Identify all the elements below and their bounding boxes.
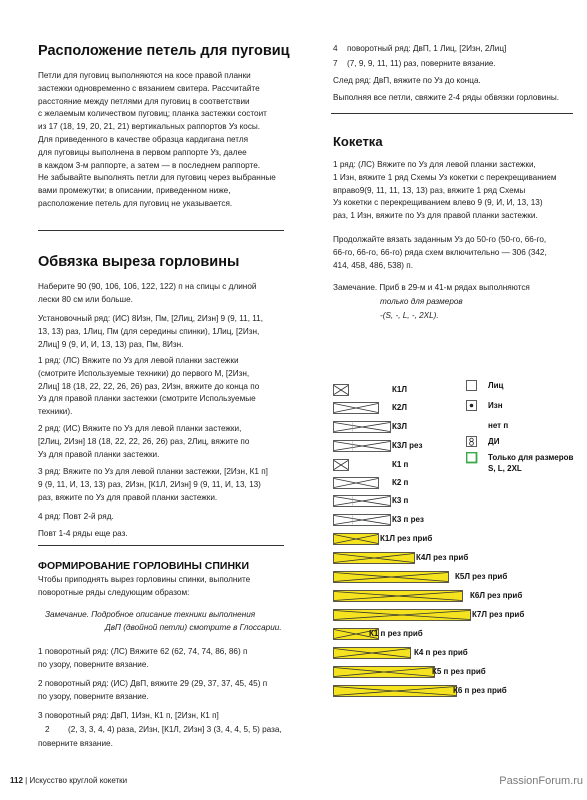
legend-label: К2Л <box>392 403 407 412</box>
neckband-setup-row <box>38 313 263 351</box>
text-line: лески 80 см или больше. <box>38 294 133 304</box>
text-line: Для приведенного в качестве образца кардигана петля <box>38 134 249 144</box>
yellow-cable-icon <box>333 685 457 697</box>
legend-label: К3 п <box>392 496 409 505</box>
green-square-icon <box>466 452 478 464</box>
text-line: 1 ряд: (ЛС) Вяжите по Уз для левой планки застежки, <box>333 160 536 169</box>
neckband-row-3 <box>38 466 268 504</box>
text-line: 2Лиц] 9 (9, И, И, 13, 13) раз, Пм, 8Изн. <box>38 339 184 349</box>
text-line: для пуговицы выполнена в первом раппорте Уз, далее <box>38 147 247 157</box>
yellow-cable-icon <box>333 571 449 583</box>
legend-label: К6Л рез приб <box>470 591 523 600</box>
yoke-continue <box>333 234 547 272</box>
short-row-4-repeat: (7, 9, 9, 11, 11) раз, поверните вязание. <box>347 59 496 68</box>
short-row-3: 3 поворотный ряд: ДвП, 1Изн, К1 п, [2Изн, К1 п] <box>38 711 219 720</box>
book-title: Искусство круглой кокетки <box>29 776 128 785</box>
text-line: техники). <box>38 407 73 417</box>
text-line: вправо9(9, 11, 11, 13, 13) раз, вяжите 1 ряд Схемы <box>333 185 526 195</box>
yellow-cable-icon <box>333 552 415 564</box>
text-line: Не забывайте выполнять петли для пуговиц через выбранные <box>38 173 276 183</box>
eight-square-icon <box>466 436 478 448</box>
text-line: 2 поворотный ряд: (ИС) ДвП, вяжите 29 (29, 37, 37, 45, 45) п <box>38 679 268 688</box>
text-line: 1 ряд: (ЛС) Вяжите по Уз для левой планки застежки <box>38 356 239 365</box>
yellow-cable-icon <box>333 609 471 621</box>
text-line: Уз для правой планки застежки (смотрите Используемые <box>38 394 256 404</box>
yellow-cable-icon <box>333 647 411 659</box>
legend-label: Лиц <box>488 381 504 390</box>
text-line: Продолжайте вязать заданным Уз до 50-го (50-го, 66-го, <box>333 235 547 244</box>
yoke-row-1 <box>333 159 556 223</box>
text-line: 9 (9, 11, И, 13, 13) раз, 2Изн, [К1Л, 2Изн] 9 (9, 11, И, 13, 13) <box>38 479 261 489</box>
text-line: в каждом 3-м раппорте, а затем — в последнем раппорте. <box>38 160 261 170</box>
text-line: Наберите 90 (90, 106, 106, 122, 122) п на спицы с длиной <box>38 282 257 291</box>
yoke-note-2: только для размеров <box>380 297 463 306</box>
finish-neckband: Выполняя все петли, свяжите 2-4 ряды обвязки горловины. <box>333 93 559 102</box>
text-line: Замечание. Подробное описание техники выполнения <box>45 610 256 619</box>
cable-2-icon <box>333 477 379 489</box>
short-row-3-end: поверните вязание. <box>38 739 113 748</box>
legend-label: К3Л <box>392 422 407 431</box>
text-line: (смотрите Используемые техники) до первого М, [2Изн, <box>38 368 250 378</box>
text-line: Петли для пуговиц выполняются на косе правой планки <box>38 71 251 80</box>
legend-label: К2 п <box>392 478 409 487</box>
section-title-buttonholes: Расположение петель для пуговиц <box>38 43 290 59</box>
legend-label: К5 п рез приб <box>432 667 486 676</box>
text-line: с желаемым количеством пуговиц; планка застежки состоит <box>38 109 267 119</box>
cable-3-rev-icon <box>333 440 391 452</box>
legend-label: К1 п рез приб <box>369 629 423 638</box>
text-line: 414, 458, 486, 538) п. <box>333 260 414 270</box>
short-row-4: поворотный ряд: ДвП, 1 Лиц, [2Изн, 2Лиц] <box>347 44 507 53</box>
yellow-cable-icon <box>333 666 435 678</box>
text-line: [2Лиц, 2Изн] 18 (18, 22, 22, 26, 26) раз, 2Лиц, вяжите по <box>38 436 250 446</box>
legend-label: К1Л рез приб <box>380 534 433 543</box>
buttonholes-text <box>38 70 276 211</box>
cross-box-icon <box>333 459 349 471</box>
text-line: по узору, поверните вязание. <box>38 659 149 669</box>
text-line: раз, 1 Изн, вяжите по Уз для правой планки застежки. <box>333 211 538 221</box>
neckband-row-1 <box>38 355 259 419</box>
legend-label: К4Л рез приб <box>416 553 469 562</box>
text-line: 3 ряд: Вяжите по Уз для левой планки застежки, [2Изн, К1 п] <box>38 467 268 476</box>
text-line: 2Лиц] 18 (18, 22, 22, 26, 26) раз, 2Изн, вяжите до конца по <box>38 381 260 391</box>
legend-label: К3Л рез <box>392 441 423 450</box>
text-line: 66-го, 66-го, 66-го) ряда схем включительно — 306 (342, <box>333 247 547 257</box>
page-footer <box>10 776 127 785</box>
text-line: 1 поворотный ряд: (ЛС) Вяжите 62 (62, 74, 74, 86, 86) п <box>38 647 248 656</box>
short-row-4-repeat-num: 7 <box>333 59 338 68</box>
neckband-row-2 <box>38 423 249 461</box>
neckband-repeat: Повт 1-4 ряды еще раз. <box>38 529 128 538</box>
legend-label: К4 п рез приб <box>414 648 468 657</box>
cable-2-icon <box>333 402 379 414</box>
legend-label: Только для размеров <box>488 453 574 462</box>
short-row-1 <box>38 646 247 672</box>
section-title-neckband: Обвязка выреза горловины <box>38 254 240 270</box>
short-row-2 <box>38 678 267 704</box>
yellow-cable-icon <box>333 590 463 602</box>
empty-square-icon <box>466 380 478 392</box>
text-line: 2 ряд: (ИС) Вяжите по Уз для левой планки застежки, <box>38 424 242 433</box>
text-line: 13, 13) раз, 1Лиц, Пм (для середины спинки), 1Лиц, [2Изн, <box>38 326 260 336</box>
text-line: вами промежутки; в описании, приведенном ниже, <box>38 186 231 196</box>
legend-label: К1 п <box>392 460 409 469</box>
section-title-back-neck: ФОРМИРОВАНИЕ ГОРЛОВИНЫ СПИНКИ <box>38 560 249 572</box>
legend-label: К3 п рез <box>392 515 424 524</box>
text-line: Уз для правой планки застежки. <box>38 449 160 459</box>
cable-3-rev-icon <box>333 514 391 526</box>
section-title-yoke: Кокетка <box>333 134 383 149</box>
short-row-3-count: 2 <box>45 725 50 734</box>
legend-label: ДИ <box>488 437 500 446</box>
text-line: из 17 (18, 19, 20, 21, 21) вертикальных раппортов Уз косы. <box>38 122 261 132</box>
cable-3-icon <box>333 495 391 507</box>
neckband-cast-on <box>38 281 256 307</box>
cable-3-icon <box>333 421 391 433</box>
footer-separator: | <box>25 776 28 785</box>
watermark: PassionForum.ru <box>499 775 583 787</box>
legend-label: нет п <box>488 421 509 430</box>
legend-label: К5Л рез приб <box>455 572 508 581</box>
cross-box-icon <box>333 384 349 396</box>
text-line: раз, вяжите по Уз для правой планки застежки. <box>38 492 218 502</box>
text-line: 1 Изн, вяжите 1 ряд Схемы Уз кокетки с перекрещиванием <box>333 172 557 182</box>
dot-square-icon <box>466 400 478 412</box>
page-number: 112 <box>10 776 23 785</box>
legend-label: К7Л рез приб <box>472 610 525 619</box>
text-line: поворотные ряды следующим образом: <box>38 587 190 597</box>
text-line: по узору, поверните вязание. <box>38 691 149 701</box>
text-line: застежки одновременно с вязанием свитера. Рассчитайте <box>38 83 260 93</box>
text-line: Чтобы приподнять вырез горловины спинки, выполните <box>38 575 251 584</box>
legend-label: К6 п рез приб <box>453 686 507 695</box>
short-row-4-num: 4 <box>333 44 338 53</box>
back-neck-intro <box>38 574 250 600</box>
text-line: Уз кокетки с перекрещиванием влево 9 (9, И, И, 13, 13) <box>333 198 543 208</box>
text-line: Установочный ряд: (ИС) 8Изн, Пм, [2Лиц, 2Изн] 9 (9, 11, 11, <box>38 314 264 323</box>
back-neck-note <box>45 609 282 635</box>
legend-label: К1Л <box>392 385 407 394</box>
text-line: расстояние между петлями для пуговиц в соответствии <box>38 96 250 106</box>
section-divider <box>38 230 284 231</box>
short-row-3-cont: (2, 3, 3, 4, 4) раза, 2Изн, [К1Л, 2Изн] 3 (3, 4, 4, 5, 5) раза, <box>68 725 282 734</box>
legend-label: Изн <box>488 401 503 410</box>
text-line: расположение петель для пуговиц не указывается. <box>38 198 233 208</box>
section-divider <box>38 545 284 546</box>
neckband-row-4: 4 ряд: Повт 2-й ряд. <box>38 512 114 521</box>
yoke-note: Замечание. Приб в 29-м и 41-м рядах выполняются <box>333 283 530 292</box>
yellow-cable-icon <box>333 533 379 545</box>
section-divider <box>331 113 573 114</box>
text-line: ДвП (двойной петли) смотрите в Глоссарии. <box>105 622 282 632</box>
next-row: След ряд: ДвП, вяжите по Уз до конца. <box>333 76 481 85</box>
legend-label: S, L, 2XL <box>488 464 522 473</box>
yoke-note-3: -(S, -, L, -, 2XL). <box>380 311 439 320</box>
